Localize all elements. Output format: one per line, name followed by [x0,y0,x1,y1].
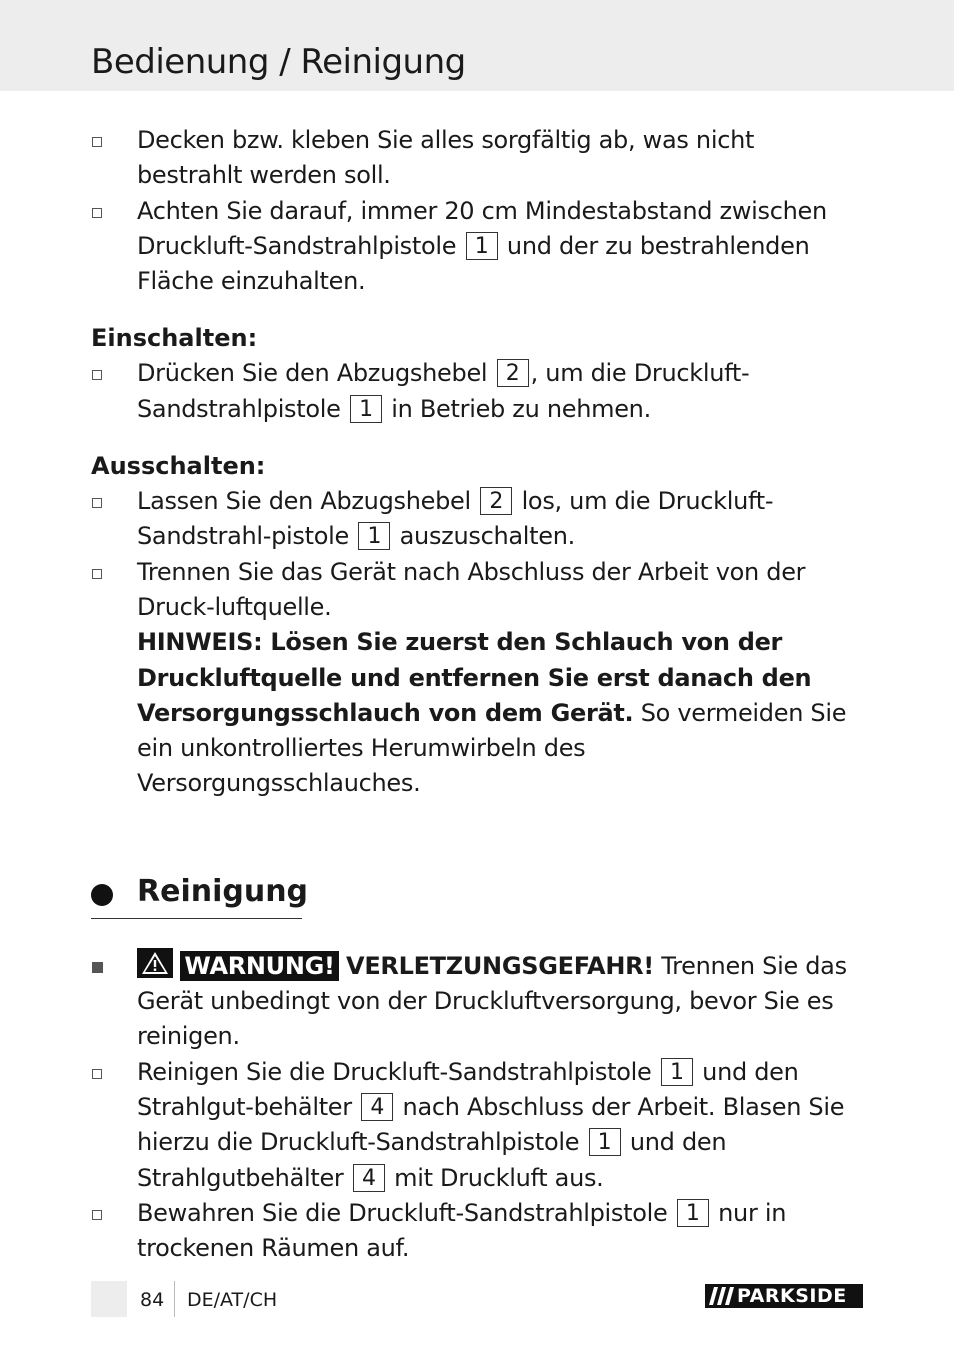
subheading-einschalten: Einschalten: [91,324,258,353]
page-number: 84 [140,1289,165,1311]
part-reference: 1 [358,522,390,550]
part-reference: 2 [480,487,512,515]
square-bullet-icon [92,208,102,218]
filled-square-bullet-icon [92,962,103,973]
square-bullet-icon [92,1069,102,1079]
warning-triangle-icon [137,948,173,978]
warning-item [91,948,866,1055]
footer-divider [174,1281,175,1317]
part-reference: 1 [350,395,382,423]
part-reference: 1 [661,1058,693,1086]
part-reference: 1 [589,1128,621,1156]
subheading-ausschalten: Ausschalten: [91,452,266,481]
list-item: Achten Sie darauf, immer 20 cm Mindestabstand zwischen Druckluft-Sandstrahlpistole 1 und der zu bestrahlenden Fläche einzuhalten. [91,194,866,300]
brand-name: PARKSIDE [737,1285,847,1307]
list-item: Decken bzw. kleben Sie alles sorgfältig ab, was nicht bestrahlt werden soll. [91,123,866,194]
filled-circle-icon [91,884,113,906]
part-reference: 1 [466,232,498,260]
page-content [91,123,866,1266]
square-bullet-icon [92,569,102,579]
part-reference: 4 [353,1164,385,1192]
note-text: So vermeiden Sie ein unkontrolliertes Herumwirbeln des Versorgungsschlauches. [137,698,847,798]
list-item: Lassen Sie den Abzugshebel 2 los, um die Druckluft-Sandstrahl-pistole 1 auszuschalten. [91,484,866,555]
list-item: Bewahren Sie die Druckluft-Sandstrahlpistole 1 nur in trockenen Räumen auf. [91,1196,866,1267]
note-bold: HINWEIS: Lösen Sie zuerst den Schlauch von der Druckluftquelle und entfernen Sie erst danach den Versorgungsschlauch von dem Gerät. [137,628,812,727]
square-bullet-icon [92,1210,102,1220]
section-heading [91,874,866,918]
warning-label: VERLETZUNGSGEFAHR! [346,951,654,980]
square-bullet-icon [92,137,102,147]
warning-badge: WARNUNG! [180,951,338,981]
list-item: Reinigen Sie die Druckluft-Sandstrahlpistole 1 und den Strahlgut-behälter 4 nach Abschluss der Arbeit. Blasen Sie hierzu die Druckluft-Sandstrahlpistole 1 und den Strahlgutbehälter 4 mit Druckluft aus. [91,1055,866,1196]
list-item: Trennen Sie das Gerät nach Abschluss der Arbeit von der Druck-luftquelle. HINWEIS: Lösen Sie zuerst den Schlauch von der Druckluftquelle und entfernen Sie erst danach den Versorgungsschlauch von dem Gerät. So vermeiden Sie ein unkontrolliertes Herumwirbeln des Versorgungsschlauches. [91,555,866,802]
country-code: DE/AT/CH [187,1289,278,1311]
section-underline [91,918,302,919]
part-reference: 1 [677,1199,709,1227]
square-bullet-icon [92,498,102,508]
footer-box [91,1281,127,1317]
part-reference: 4 [361,1093,393,1121]
brand-logo [705,1284,863,1308]
warning-text: Trennen Sie das Gerät unbedingt von der Druckluftversorgung, bevor Sie es reinigen. [137,951,847,1051]
square-bullet-icon [92,370,102,380]
part-reference: 2 [497,359,529,387]
section-title: Reinigung [137,873,309,909]
page-title: Bedienung / Reinigung [91,42,466,82]
brand-stripes-icon [709,1287,735,1305]
list-item: Drücken Sie den Abzugshebel 2 , um die Druckluft-Sandstrahlpistole 1 in Betrieb zu nehmen. [91,356,866,427]
